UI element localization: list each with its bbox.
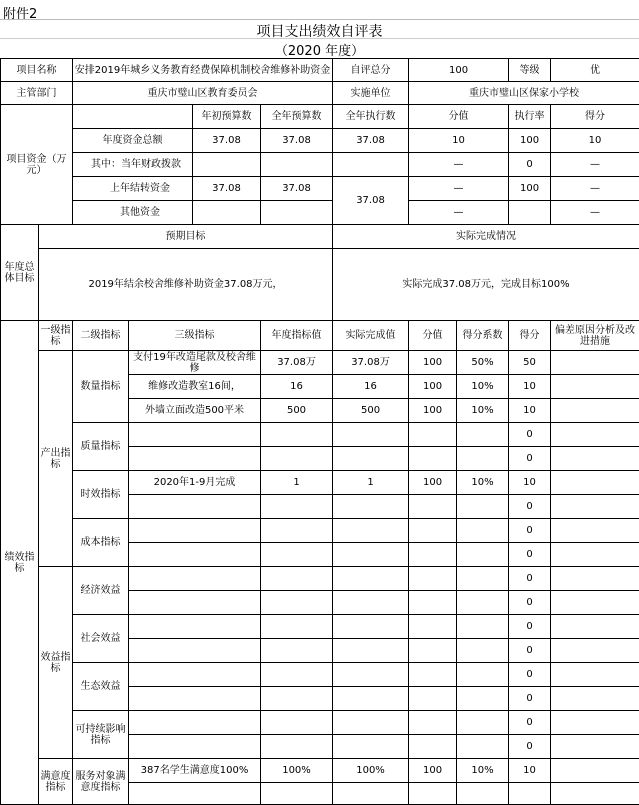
perf-header-actual: 实际完成值 [333,321,409,351]
perf-row [1,711,639,735]
perf-row-score: 10 [509,471,551,495]
funds-row-annual: 37.08 [261,177,333,201]
funds-header-blank [73,105,193,129]
social-benefit-label: 社会效益 [73,615,129,663]
perf-row-val [409,735,457,759]
funds-row [1,153,639,177]
perf-row-score [509,783,551,805]
perf-row-coef [457,591,509,615]
funds-row-rate: 100 [509,129,551,153]
perf-row-indicator [129,423,261,447]
funds-row-exec: 37.08 [333,177,409,225]
funds-row [1,177,639,201]
goal-row [1,249,639,321]
perf-row-actual [333,591,409,615]
perf-row-coef [457,567,509,591]
perf-row-indicator [129,447,261,471]
funds-row-name: 其他资金 [73,201,193,225]
perf-row-val [409,423,457,447]
perf-row-indicator [129,591,261,615]
perf-row-coef [457,663,509,687]
perf-row-score: 0 [509,735,551,759]
perf-row [1,567,639,591]
perf-row-indicator: 维修改造教室16间， [129,375,261,399]
actual-goal-label: 实际完成情况 [333,225,639,249]
year-label: （2020 年度） [0,40,639,59]
perf-row-coef: 10% [457,399,509,423]
perf-row-actual [333,711,409,735]
perf-header-level1: 一级指标 [39,321,73,351]
perf-row-indicator [129,663,261,687]
funds-row-rate [509,201,551,225]
perf-row-actual: 500 [333,399,409,423]
perf-row-indicator [129,519,261,543]
project-name: 安排2019年城乡义务教育经费保障机制校舍维修补助资金 [73,59,333,82]
perf-row-score: 0 [509,567,551,591]
perf-label: 绩效指标 [1,321,39,805]
perf-header-row [1,321,639,351]
annex-label: 附件2 [3,3,37,22]
perf-row-val [409,447,457,471]
perf-row-score: 0 [509,495,551,519]
perf-row-coef [457,711,509,735]
perf-row-val [409,783,457,805]
funds-row [1,201,639,225]
dept-row [1,82,639,105]
grade: 优 [551,59,639,82]
perf-row-actual [333,519,409,543]
perf-row-reason [551,663,639,687]
funds-row-score: 10 [551,129,639,153]
project-row [1,59,639,82]
dept-value: 重庆市璧山区教育委员会 [73,82,333,105]
perf-header-val: 分值 [409,321,457,351]
perf-row-indicator [129,639,261,663]
funds-header-score: 得分 [551,105,639,129]
perf-row-score: 10 [509,759,551,783]
satisfaction-indicator-label: 满意度指标 [39,759,73,805]
perf-row-reason [551,519,639,543]
goal-label: 年度总体目标 [1,225,39,321]
perf-row-actual [333,639,409,663]
perf-row-target [261,639,333,663]
perf-row-target [261,687,333,711]
perf-row-reason [551,471,639,495]
perf-row-coef [457,447,509,471]
perf-row [1,351,639,375]
self-score: 100 [409,59,509,82]
perf-row-target: 500 [261,399,333,423]
perf-row-reason [551,423,639,447]
perf-row-reason [551,447,639,471]
funds-row-name: 其中：当年财政拨款 [73,153,193,177]
perf-row-target [261,495,333,519]
time-indicator-label: 时效指标 [73,471,129,519]
perf-row-coef [457,423,509,447]
perf-row [1,471,639,495]
funds-row-scoreval: — [409,177,509,201]
funds-row-rate: 0 [509,153,551,177]
perf-row-coef: 50% [457,351,509,375]
perf-row-target: 1 [261,471,333,495]
actual-goal: 实际完成37.08万元，完成目标100% [333,249,639,321]
funds-row-exec: 37.08 [333,129,409,153]
perf-row-reason [551,735,639,759]
perf-row-indicator [129,567,261,591]
perf-row-actual [333,687,409,711]
perf-row-coef [457,687,509,711]
expected-goal-label: 预期目标 [39,225,333,249]
goal-header-row [1,225,639,249]
perf-row-indicator: 外墙立面改造500平米 [129,399,261,423]
perf-row-target [261,447,333,471]
title-divider [0,38,639,39]
perf-row-actual [333,615,409,639]
impl-unit-label: 实施单位 [333,82,409,105]
impl-unit: 重庆市璧山区保家小学校 [409,82,639,105]
perf-row-actual: 100% [333,759,409,783]
funds-row-scoreval: 10 [409,129,509,153]
perf-row-actual [333,495,409,519]
perf-header-coef: 得分系数 [457,321,509,351]
page-title: 项目支出绩效自评表 [0,21,639,41]
funds-row-scoreval: — [409,201,509,225]
perf-row-actual [333,423,409,447]
perf-row-val: 100 [409,759,457,783]
perf-row-val: 100 [409,351,457,375]
perf-row-actual [333,567,409,591]
perf-row-score: 0 [509,543,551,567]
economic-benefit-label: 经济效益 [73,567,129,615]
perf-row-reason [551,543,639,567]
perf-row-actual [333,447,409,471]
perf-row [1,615,639,639]
perf-row-target [261,591,333,615]
perf-row-target [261,711,333,735]
perf-row-coef: 10% [457,471,509,495]
perf-row-score: 0 [509,687,551,711]
output-indicator-label: 产出指标 [39,351,73,567]
perf-row-val [409,711,457,735]
project-name-label: 项目名称 [1,59,73,82]
funds-row-score: — [551,201,639,225]
perf-row [1,519,639,543]
perf-row-target [261,543,333,567]
perf-row-reason [551,591,639,615]
funds-row-init: 37.08 [193,177,261,201]
perf-row-reason [551,687,639,711]
benefit-indicator-label: 效益指标 [39,567,73,759]
funds-row-name: 年度资金总额 [73,129,193,153]
perf-row-val [409,687,457,711]
perf-row [1,663,639,687]
funds-header-init: 年初预算数 [193,105,261,129]
perf-row-score: 0 [509,591,551,615]
perf-row-actual [333,663,409,687]
funds-row-name: 上年结转资金 [73,177,193,201]
perf-row-reason [551,375,639,399]
funds-row [1,129,639,153]
perf-row-score: 50 [509,351,551,375]
funds-row-exec [333,153,409,177]
perf-row-reason [551,615,639,639]
perf-row-target [261,519,333,543]
perf-row-val: 100 [409,375,457,399]
perf-row-coef [457,735,509,759]
funds-header-exec: 全年执行数 [333,105,409,129]
funds-row-annual [261,201,333,225]
perf-row-actual: 1 [333,471,409,495]
funds-row-init [193,201,261,225]
perf-row-indicator: 支付19年改造尾款及校舍维修 [129,351,261,375]
eco-benefit-label: 生态效益 [73,663,129,711]
perf-row-target: 100% [261,759,333,783]
perf-row-score: 0 [509,711,551,735]
perf-row-target [261,663,333,687]
perf-row-val: 100 [409,399,457,423]
perf-row-actual [333,783,409,805]
perf-row-target [261,783,333,805]
perf-row-actual: 16 [333,375,409,399]
perf-row-actual: 37.08万 [333,351,409,375]
perf-row-val [409,495,457,519]
funds-row-init: 37.08 [193,129,261,153]
perf-header-level2: 二级指标 [73,321,129,351]
funds-header-rate: 执行率 [509,105,551,129]
quantity-indicator-label: 数量指标 [73,351,129,423]
perf-row-indicator [129,711,261,735]
perf-row-coef: 10% [457,375,509,399]
perf-row-reason [551,399,639,423]
funds-row-score: — [551,177,639,201]
perf-row-reason [551,759,639,783]
perf-row-score: 10 [509,375,551,399]
perf-row [1,423,639,447]
perf-row-score: 0 [509,663,551,687]
expected-goal: 2019年结余校舍维修补助资金37.08万元， [39,249,333,321]
perf-row-score: 0 [509,639,551,663]
self-evaluation-table [0,58,639,805]
funds-header-scoreval: 分值 [409,105,509,129]
perf-row-coef [457,495,509,519]
perf-row-score: 0 [509,423,551,447]
perf-row-val [409,639,457,663]
dept-label: 主管部门 [1,82,73,105]
perf-row-val [409,543,457,567]
perf-row-score: 0 [509,615,551,639]
funds-header-row [1,105,639,129]
perf-row-actual [333,543,409,567]
perf-row-reason [551,351,639,375]
perf-row-reason [551,711,639,735]
funds-row-rate: 100 [509,177,551,201]
funds-row-annual: 37.08 [261,129,333,153]
perf-row-indicator [129,783,261,805]
funds-row-score: — [551,153,639,177]
perf-row-score: 0 [509,519,551,543]
perf-row-score: 0 [509,447,551,471]
perf-row-indicator [129,687,261,711]
perf-row-target: 16 [261,375,333,399]
perf-row-reason [551,783,639,805]
perf-row-coef [457,519,509,543]
self-score-label: 自评总分 [333,59,409,82]
perf-row-coef [457,783,509,805]
perf-row-val [409,615,457,639]
sustain-benefit-label: 可持续影响指标 [73,711,129,759]
perf-row-indicator [129,543,261,567]
perf-row-val: 100 [409,471,457,495]
grade-label: 等级 [509,59,551,82]
perf-row-val [409,663,457,687]
perf-row-reason [551,495,639,519]
perf-row-val [409,567,457,591]
cost-indicator-label: 成本指标 [73,519,129,567]
perf-row-target: 37.08万 [261,351,333,375]
perf-row-indicator [129,495,261,519]
perf-row-indicator [129,735,261,759]
perf-row-target [261,567,333,591]
perf-row-score: 10 [509,399,551,423]
perf-header-target: 年度指标值 [261,321,333,351]
perf-row-reason [551,639,639,663]
perf-row [1,759,639,783]
perf-header-level3: 三级指标 [129,321,261,351]
funds-label: 项目资金（万元） [1,105,73,225]
funds-row-scoreval: — [409,153,509,177]
funds-row-annual [261,153,333,177]
perf-row-coef [457,543,509,567]
perf-row-target [261,423,333,447]
perf-header-reason: 偏差原因分析及改进措施 [551,321,639,351]
perf-header-score: 得分 [509,321,551,351]
perf-row-target [261,615,333,639]
perf-row-coef [457,639,509,663]
perf-row-reason [551,567,639,591]
funds-row-init [193,153,261,177]
perf-row-coef: 10% [457,759,509,783]
perf-row-target [261,735,333,759]
perf-row-indicator: 2020年1-9月完成 [129,471,261,495]
perf-row-actual [333,735,409,759]
perf-row-indicator [129,615,261,639]
perf-row-indicator: 387名学生满意度100% [129,759,261,783]
header-divider [0,19,639,20]
service-satisfaction-label: 服务对象满意度指标 [73,759,129,805]
perf-row-val [409,591,457,615]
funds-header-annual: 全年预算数 [261,105,333,129]
perf-row-coef [457,615,509,639]
quality-indicator-label: 质量指标 [73,423,129,471]
perf-row-val [409,519,457,543]
